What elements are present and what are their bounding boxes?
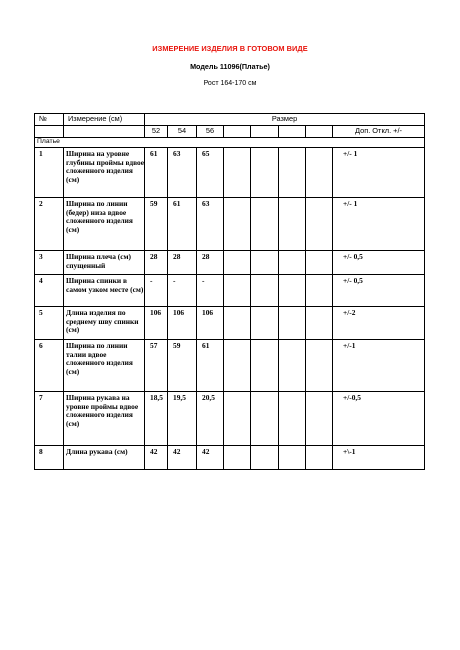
row-number: 5 bbox=[35, 307, 64, 340]
value-56: 63 bbox=[197, 198, 224, 251]
measurement-name: Ширина спинки в самом узком месте (см) bbox=[64, 275, 145, 307]
value-52: - bbox=[145, 275, 168, 307]
tolerance-value: +\-1 bbox=[333, 446, 425, 470]
height-range: Рост 164-170 см bbox=[203, 80, 257, 87]
empty-cell bbox=[251, 198, 279, 251]
empty-cell bbox=[279, 275, 306, 307]
measurement-name: Ширина рукава на уровне проймы вдвое сложенного изделия (см) bbox=[64, 392, 145, 446]
value-52: 59 bbox=[145, 198, 168, 251]
table-row bbox=[35, 307, 425, 340]
size-56-header: 56 bbox=[197, 126, 224, 138]
empty-cell bbox=[251, 392, 279, 446]
table-row bbox=[35, 392, 425, 446]
value-54: 42 bbox=[168, 446, 197, 470]
empty-cell bbox=[306, 275, 333, 307]
empty-cell bbox=[224, 340, 251, 392]
model-subtitle: Модель 11096(Платье) bbox=[190, 62, 270, 71]
value-52: 57 bbox=[145, 340, 168, 392]
empty-cell bbox=[306, 307, 333, 340]
empty-cell bbox=[306, 392, 333, 446]
value-54: 61 bbox=[168, 198, 197, 251]
tolerance-value: +/-1 bbox=[333, 340, 425, 392]
value-54: - bbox=[168, 275, 197, 307]
table-row bbox=[35, 198, 425, 251]
table-row bbox=[35, 275, 425, 307]
value-52: 18,5 bbox=[145, 392, 168, 446]
table-row bbox=[35, 251, 425, 275]
empty-cell bbox=[279, 148, 306, 198]
value-54: 106 bbox=[168, 307, 197, 340]
measurement-name: Ширина на уровне глубины проймы вдвое сложенного изделия (см) bbox=[64, 148, 145, 198]
value-56: 20,5 bbox=[197, 392, 224, 446]
empty-cell bbox=[306, 446, 333, 470]
empty-cell bbox=[279, 446, 306, 470]
value-56: 28 bbox=[197, 251, 224, 275]
empty-cell bbox=[306, 251, 333, 275]
value-54: 63 bbox=[168, 148, 197, 198]
value-56: 61 bbox=[197, 340, 224, 392]
value-54: 19,5 bbox=[168, 392, 197, 446]
value-52: 42 bbox=[145, 446, 168, 470]
empty-cell bbox=[224, 198, 251, 251]
row-number: 1 bbox=[35, 148, 64, 198]
empty-cell bbox=[224, 251, 251, 275]
empty-cell bbox=[279, 126, 306, 138]
empty-cell bbox=[279, 392, 306, 446]
value-56: 106 bbox=[197, 307, 224, 340]
empty-cell bbox=[224, 446, 251, 470]
empty-cell bbox=[64, 126, 145, 138]
empty-cell bbox=[251, 251, 279, 275]
empty-cell bbox=[224, 275, 251, 307]
value-54: 28 bbox=[168, 251, 197, 275]
value-54: 59 bbox=[168, 340, 197, 392]
empty-cell bbox=[35, 126, 64, 138]
empty-cell bbox=[279, 198, 306, 251]
size-54-header: 54 bbox=[168, 126, 197, 138]
header-row-2 bbox=[35, 126, 425, 138]
empty-cell bbox=[224, 392, 251, 446]
tolerance-value: +/-2 bbox=[333, 307, 425, 340]
empty-cell bbox=[306, 148, 333, 198]
section-label: Платье bbox=[35, 138, 425, 148]
row-number: 2 bbox=[35, 198, 64, 251]
tolerance-value: +/- 1 bbox=[333, 148, 425, 198]
value-56: - bbox=[197, 275, 224, 307]
empty-cell bbox=[306, 340, 333, 392]
measurement-name: Длина рукава (см) bbox=[64, 446, 145, 470]
row-number: 3 bbox=[35, 251, 64, 275]
header-measurement: Измерение (см) bbox=[64, 114, 145, 126]
measurement-name: Ширина по линии (бедер) низа вдвое сложенного изделия (см) bbox=[64, 198, 145, 251]
table-row bbox=[35, 148, 425, 198]
empty-cell bbox=[224, 307, 251, 340]
value-52: 106 bbox=[145, 307, 168, 340]
section-row bbox=[35, 138, 425, 148]
empty-cell bbox=[306, 126, 333, 138]
empty-cell bbox=[251, 126, 279, 138]
value-52: 61 bbox=[145, 148, 168, 198]
tolerance-value: +/-0,5 bbox=[333, 392, 425, 446]
size-52-header: 52 bbox=[145, 126, 168, 138]
empty-cell bbox=[279, 251, 306, 275]
empty-cell bbox=[224, 126, 251, 138]
measurement-name: Ширина по линии талии вдвое сложенного изделия (см) bbox=[64, 340, 145, 392]
value-56: 65 bbox=[197, 148, 224, 198]
measurement-name: Длина изделия по среднему шву спинки (см) bbox=[64, 307, 145, 340]
tolerance-value: +/- 0,5 bbox=[333, 275, 425, 307]
row-number: 6 bbox=[35, 340, 64, 392]
empty-cell bbox=[251, 275, 279, 307]
value-56: 42 bbox=[197, 446, 224, 470]
header-no: № bbox=[35, 114, 64, 126]
header-size: Размер bbox=[145, 114, 425, 126]
value-52: 28 bbox=[145, 251, 168, 275]
row-number: 4 bbox=[35, 275, 64, 307]
tolerance-header: Доп. Откл. +/- bbox=[333, 126, 425, 138]
tolerance-value: +/- 1 bbox=[333, 198, 425, 251]
empty-cell bbox=[306, 198, 333, 251]
table-row bbox=[35, 446, 425, 470]
measurement-table bbox=[34, 113, 425, 470]
empty-cell bbox=[251, 446, 279, 470]
document-title: ИЗМЕРЕНИЕ ИЗДЕЛИЯ В ГОТОВОМ ВИДЕ bbox=[152, 44, 308, 53]
empty-cell bbox=[224, 148, 251, 198]
row-number: 7 bbox=[35, 392, 64, 446]
table-row bbox=[35, 340, 425, 392]
empty-cell bbox=[251, 340, 279, 392]
row-number: 8 bbox=[35, 446, 64, 470]
tolerance-value: +/- 0,5 bbox=[333, 251, 425, 275]
empty-cell bbox=[251, 307, 279, 340]
empty-cell bbox=[251, 148, 279, 198]
empty-cell bbox=[279, 307, 306, 340]
header-row-1 bbox=[35, 114, 425, 126]
empty-cell bbox=[279, 340, 306, 392]
measurement-name: Ширина плеча (см) спущенный bbox=[64, 251, 145, 275]
